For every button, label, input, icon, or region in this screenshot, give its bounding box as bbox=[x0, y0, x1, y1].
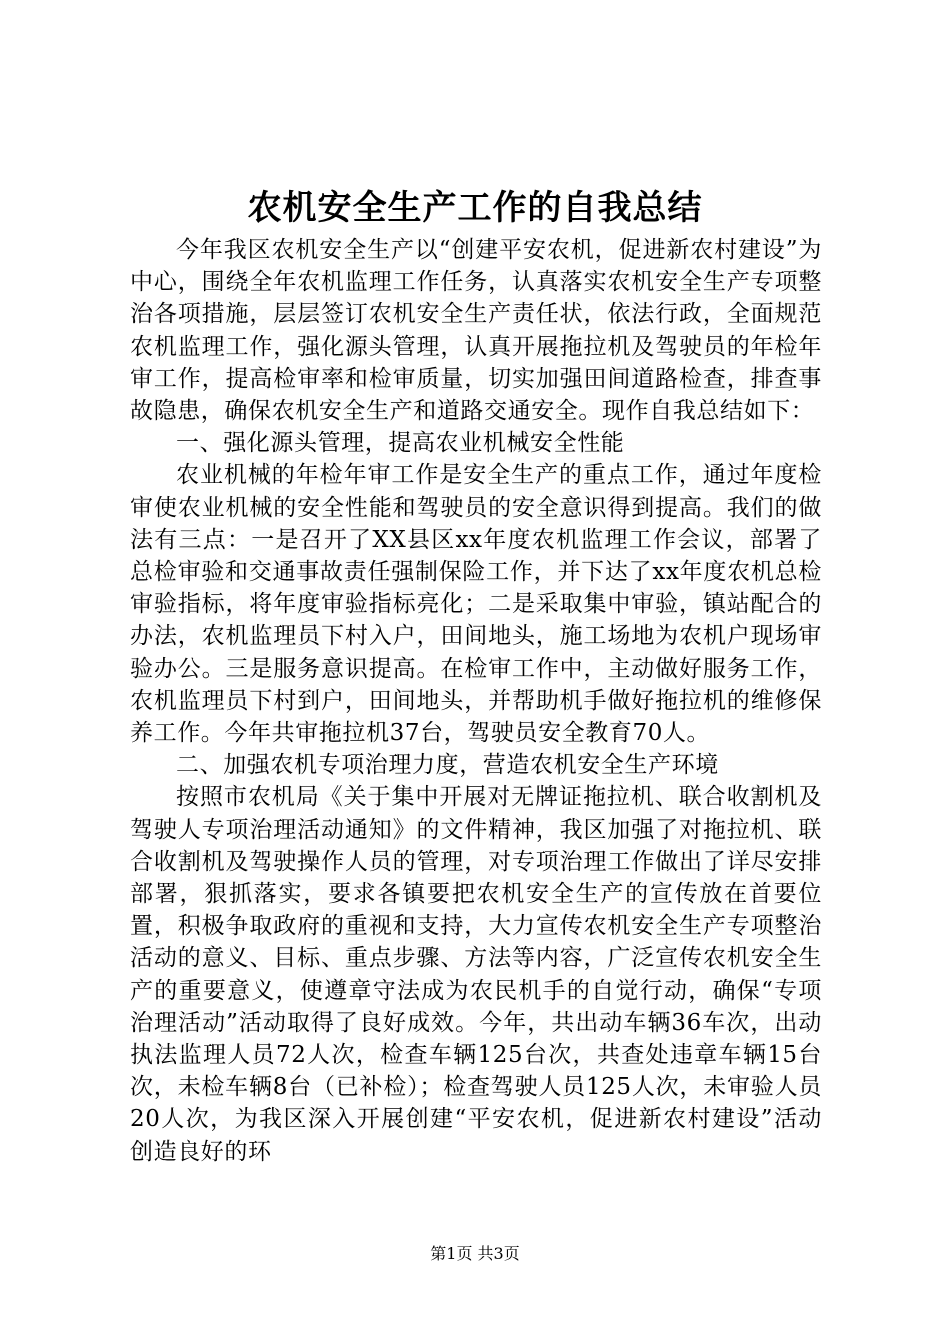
paragraph-intro: 今年我区农机安全生产以“创建平安农机，促进新农村建设”为中心，围绕全年农机监理工作任务，认真落实农机安全生产专项整治各项措施，层层签订农机安全生产责任状，依法行政，全面规范农机监理工作，强化源头管理，认真开展拖拉机及驾驶员的年检年审工作，提高检审率和检审质量，切实加强田间道路检查，排查事故隐患，确保农机安全生产和道路交通安全。现作自我总结如下： bbox=[130, 237, 822, 425]
document-title: 农机安全生产工作的自我总结 bbox=[247, 188, 703, 228]
section-heading-1: 一、强化源头管理，提高农业机械安全性能 bbox=[176, 430, 625, 457]
document-body bbox=[130, 234, 822, 1168]
page-footer: 第1页 共3页 bbox=[430, 1244, 520, 1263]
paragraph-section-1: 农业机械的年检年审工作是安全生产的重点工作，通过年度检审使农业机械的安全性能和驾驶员的安全意识得到提高。我们的做法有三点：一是召开了XX县区xx年度农机监理工作会议，部署了总检审验和交通事故责任强制保险工作，并下达了xx年度农机总检审验指标，将年度审验指标亮化；二是采取集中审验，镇站配合的办法，农机监理员下村入户，田间地头，施工场地为农机户现场审验办公。三是服务意识提高。在检审工作中，主动做好服务工作，农机监理员下村到户，田间地头，并帮助机手做好拖拉机的维修保养工作。今年共审拖拉机37台，驾驶员安全教育70人。 bbox=[130, 462, 822, 747]
section-heading-2: 二、加强农机专项治理力度，营造农机安全生产环境 bbox=[176, 752, 719, 779]
paragraph-section-2: 按照市农机局《关于集中开展对无牌证拖拉机、联合收割机及驾驶人专项治理活动通知》的文件精神，我区加强了对拖拉机、联合收割机及驾驶操作人员的管理，对专项治理工作做出了详尽安排部署，狠抓落实，要求各镇要把农机安全生产的宣传放在首要位置，积极争取政府的重视和支持，大力宣传农机安全生产专项整治活动的意义、目标、重点步骤、方法等内容，广泛宣传农机安全生产的重要意义，使遵章守法成为农民机手的自觉行动，确保“专项治理活动”活动取得了良好成效。今年，共出动车辆36车次，出动执法监理人员72人次，检查车辆125台次，共查处违章车辆15台次，未检车辆8台（已补检）；检查驾驶人员125人次，未审验人员20人次，为我区深入开展创建“平安农机，促进新农村建设”活动创造良好的环 bbox=[130, 784, 822, 1165]
